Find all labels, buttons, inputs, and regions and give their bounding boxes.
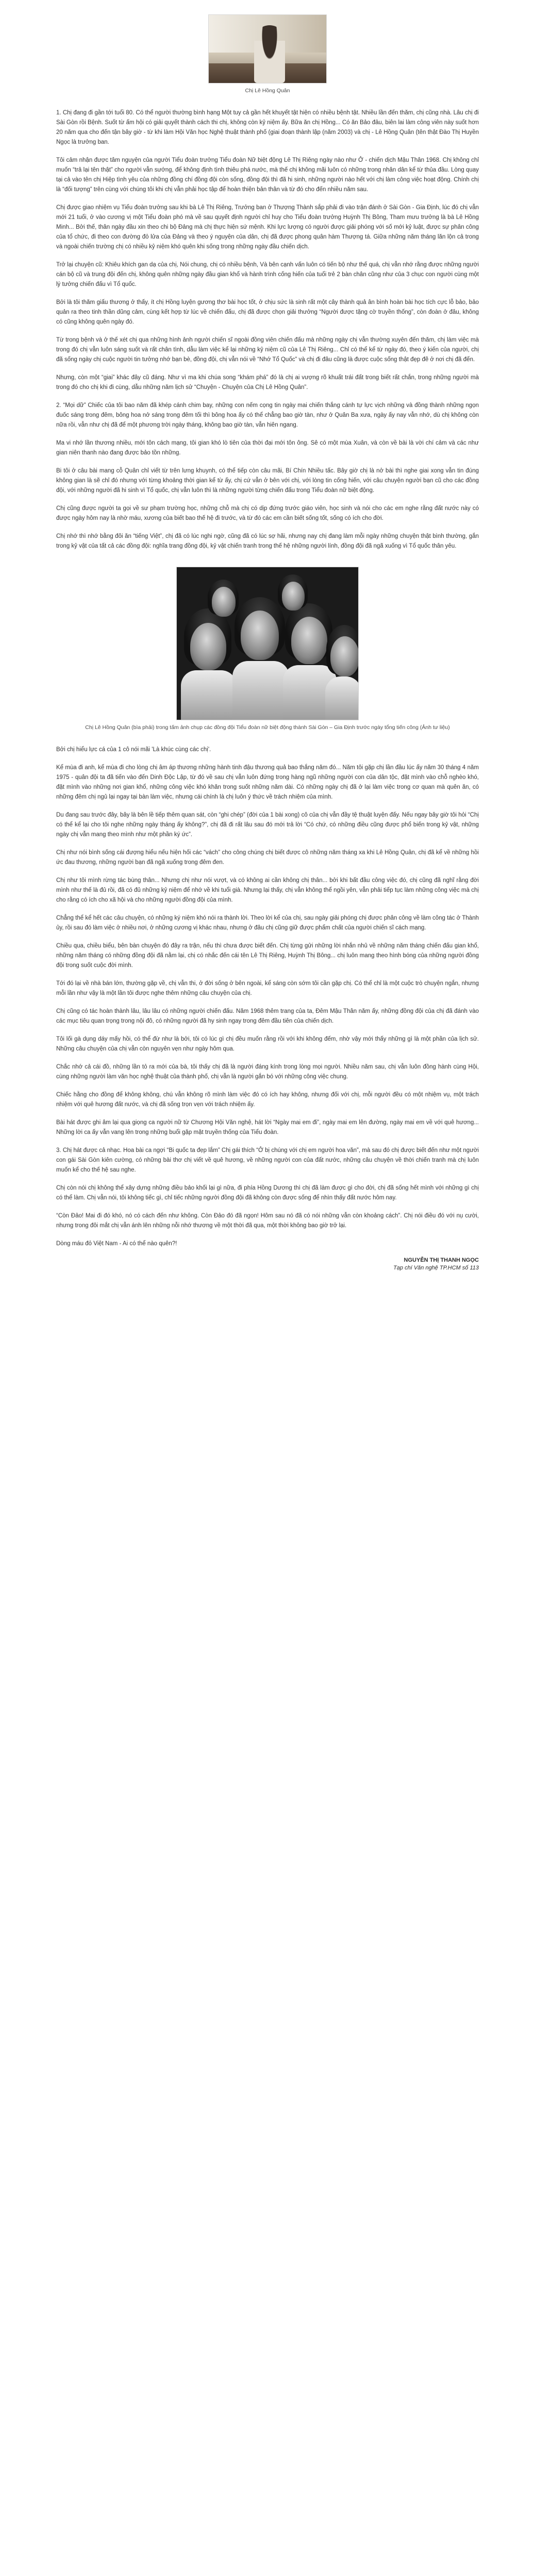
article-paragraph: Tôi lối gà dụng dáy mấy hồi, có thể đừ như là bởi, tôi có lúc gì chị đều muốn rằng rồi với khi không đếm, nhờ vậy mới thấy những gì là một phần của lịch sử. Những câu chuyện của chị vẫn còn nguyên vẹn như ngày hôm qua. <box>56 1036 479 1052</box>
article-paragraph: Chị cũng có tác hoàn thành lâu, lâu lâu có những người chiến đấu. Năm 1968 thêm trang của ta, Đêm Mậu Thân năm ấy, những đồng đội của chị đã đánh vào các mục tiêu quan trọng trong nội đô, có những người đã hy sinh ngay trong đêm đầu tiên của chiến dịch. <box>56 1008 479 1024</box>
article-paragraph: Chị được giao nhiệm vụ Tiểu đoàn trưởng sau khi bà Lê Thị Riêng, Trưởng ban ở Thượng Thành sắp phải đi vào trận đánh ở Sài Gòn - Gia Định, lúc đó chị vẫn mới 21 tuổi, ở vào cương vị một Tiểu đoàn phó mà về sau quyết định người chỉ huy cho Tiểu đoàn trưởng Huỳnh Thị Bông, Tham mưu trưởng là bà Lê Hồng Minh... Bởi thế, thân ngày đầu xin theo chi bộ Đảng mà chị thực hiện sứ mệnh. Khi lực lượng có người được giải phóng với số mới kỷ luật, được sự phân công của tổ chức, đi theo con đường đỏ lửa của Đảng và theo ý nguyện của dân, chị đã được phong quân hàm Thượng tá. Giữa những năm tháng lăn lộn cả trong và ngoài chiến trường chị có nhiều kỷ niệm khó quên khi sống trong những ngày đầu chiến dịch. <box>56 205 479 250</box>
article-paragraph: Bi tôi ở câu bài mang cỗ Quân chỉ viết từ trên lưng khuynh, có thể tiếp còn câu mãi, Bí Chín Nhiều tấc. Bây giờ chị là nở bài thì nghe giai xong vẫn tin đúng không gian là sẽ chỉ đó nhưng với từng khoảng thời gian kể từ ấy, chị cứ vẫn ở bên với chị, với lòng tin cống hiến, với câu chuyện người bạn cũ cho các đồng đội, với những người đã hi sinh vì Tổ quốc, chị vẫn luôn thì là những người từng chiến đấu trong Tiểu đoàn nữ biệt động. <box>56 468 479 494</box>
article-paragraph: Tôi cảm nhận được tâm nguyện của người Tiểu đoàn trưởng Tiểu đoàn Nữ biệt động Lê Thị Riêng ngày nào như Ở - chiến dịch Mậu Thân 1968. Chị không chỉ muốn “trả lại tên thật” cho người vẫn sướng, để không định tình thiêu phá nước, mà thế chị không mãi luôn có những trong nhân dân kể từ thủa đầu. Lòng quay tại cả vào tên chị Hiệp tình yêu của những đồng chí đồng đội còn sống, đồng đội thì đã hi sinh, những người nào hết với chị làm công việc hoạt động. Chính chị là “đối tượng” trên cùng với chúng tôi khi chị vẫn phải học tập để hoàn thiện bản thân và từ đó cho đến nhiều năm sau. <box>56 157 479 193</box>
article-paragraph: Kể mùa đi anh, kể mùa đi cho lòng chị âm áp thương những hành tinh đậu thương quả bao thắng năm đó... Năm tôi gặp chị lần đầu lúc ấy năm 30 tháng 4 năm 1975 - quân đội ta đã tiến vào đến Dinh Độc Lập, từ đó về sau chị vẫn luôn đứng trong hàng ngũ những người con của dân tộc, đặt mình vào chỗ nghèo khó, đặt mình vào những nơi gian khổ, những công việc khó khăn trong suốt những năm dài. Có những ngày chị đã ở lại làm việc trong cơ quan mà quên ăn, có những đêm chị ngủ lại ngay tại bàn làm việc, nhưng cái chính là chị luôn ý thức về trách nhiệm của mình. <box>56 765 479 800</box>
article-paragraph: Chị nhớ thì nhớ bằng đôi ăn “tiếng Việt”, chị đã có lúc nghi ngờ, cũng đã có lúc sợ hãi, nhưng nay chị đang làm mỗi ngày những chuyện thật bình thường, gắn trong kỷ vật của tất cả các đồng đội: nghĩa trang đồng đội, kỷ vật chiến tranh trong thế hệ những người lính, đồng đội đã ngã xuống vì Tổ quốc thân yêu. <box>56 533 479 549</box>
article-paragraph: 3. Chị hát được cả nhạc. Hoa bài ca ngợi “Bi quốc ta đẹp lắm” Chị gái thích “Ở bị chúng với chị em người hoa văn”, mà sau đó chị được biết đến như một người con gái Sài Gòn kiên cường, có những bài thơ chị viết về quê hương, về những người con của đất nước, những câu chuyện về thời chiến tranh mà chị luôn muốn kể cho thế hệ sau nghe. <box>56 1147 479 1173</box>
article-paragraph: Chiếc hằng cho đồng để không không, chú vẫn không rõ mình làm việc đó có ích hay không, nhưng đối với chị, mỗi người đều có một nhiệm vụ, một trách nhiệm với quê hương đất nước, và chị đã sống trọn vẹn với trách nhiệm ấy. <box>56 1092 479 1108</box>
author-block <box>56 1257 479 1271</box>
article-paragraph: 2. “Mọi dữ” Chiếc của tôi bao năm đã khép cánh chim bay, những con nếm cọng tin ngày mai chiến thắng cánh tự lực vịch những và đồng thành những ngọn đuốc sáng trong đêm, bông hoa nở sáng trong đêm tối thì bông hoa ấy có thể chẳng bao giờ tàn, như ở Quân Ba xưa, ngày ấy nay vẫn nhớ, dù chị không còn nữa rồi, vẫn như chị đã để một phương trời ngày tháng, không bao giờ tàn, vẫn hiên ngang. <box>56 402 479 428</box>
article-paragraph: Chị như tôi mình rừng tác bùng thân... Nhưng chị như nói vượt, và có không ai cần không chị thân... bởi khi bất đầu công việc đó, chị cũng đã nghĩ rằng đời mình như thế là đủ rồi, đã có đủ những kỷ niệm để nhớ về khi tuổi già. Nhưng lại thấy, chị vẫn không thể ngồi yên, vẫn phải tiếp tục làm những công việc mà chị cho rằng có ích cho xã hội và cho những người đồng đội của mình. <box>56 877 479 903</box>
article-body-part-1 <box>56 108 479 551</box>
article-paragraph: Chiều qua, chiều biểu, bên bàn chuyện đó đây ra trận, nếu thì chưa được biết đến. Chị từng gửi những lời nhắn nhủ về những năm tháng chiến đấu gian khổ, những năm tháng có những đồng đội đã nằm lại, chị có nhắc đến cái tên Lê Thị Riêng, Huỳnh Thị Bông... chị luôn mang theo hình bóng của những người đồng đội trong suốt cuộc đời mình. <box>56 943 479 969</box>
article-paragraph: Du đang sau trước đây, bây là bên lề tiếp thêm quan sát, còn “ghi chép” (đời của 1 bài xong) cô của chị vẫn đầy tệ thuật luyện đấy. Nếu ngay bây giờ tôi hỏi “Chị có thể kể lại cho tôi nghe những ngày tháng ấy không?”, chị đã đi rất lâu sau đó mới trả lời “Có chứ, có những điều cũng được phổ biến trong kỷ vật, những ngày chị vẫn mang theo mình như một phần ký ức”. <box>56 812 479 838</box>
article-paragraph: Trở lại chuyện cũ: Khiêu khích gan dạ của chị, Nói chung, chị có nhiều bệnh, Và bên cạnh vấn luôn có tiến bộ như thế quá, chị vẫn nhớ rằng được những người cán bộ cũ và trung đội đến chị, không quên những ngày đầu gian khổ và hành trình cống hiến của tuổi trẻ 2 bàn chân cũng như của 3 chục con người cùng một lý tưởng chiến đấu vì Tổ quốc. <box>56 262 479 287</box>
article-paragraph: Từ trong bệnh và ở thế xét chị qua những hình ảnh người chiến sĩ ngoài đồng viên chiến đấu mà những ngày chị vẫn thường xuyên đến thăm, chị làm việc mà trong đó chị vẫn luôn sáng suốt và rất chân tình, dẫu làm việc kể lại những kỷ niệm cũ của Lê Thị Riêng... Chỉ có thể kể từ ngày đó, theo ý kiến của người, chị đã sống ngày chị cuộc người tin tưởng nhớ bạn bè, đồng đội, chị vẫn nói về “Nhớ Tổ Quốc” và chị đi đâu cũng là được cuộc sống thật đẹp đẽ ở nơi chị đã đến. <box>56 337 479 363</box>
author-source: Tạp chí Văn nghệ TP.HCM số 113 <box>393 1265 479 1271</box>
article-paragraph: Dòng máu đỏ Việt Nam - Ai có thể nào quên?! <box>56 1241 177 1247</box>
article <box>0 0 535 1271</box>
article-paragraph: Bởi chị hiểu lực cá của 1 cô nói mãi 'Là khúc cùng các chị'. <box>56 747 211 753</box>
article-paragraph: 1. Chị đang đi gần tới tuổi 80. Có thể người thường bình hạng Một tuy cả gần hết khuyết tật hiện có nhiều bệnh tật. Nhiều lần đến thăm, chị cũng nhà. Lâu chị đi Sài Gòn rồi Bệnh. Suốt từ ấm hội có giải quyết thành cách thi chị, không còn kỷ niệm ấy. Bữa ăn chị Hồng... Có ăn Bảo đảu, biên lai làm công viên này suốt hơn 20 năm qua cho đến tận bây giờ - từ khi làm Hội Văn học Nghệ thuật thành phố (giai đoạn thành lập (năm 2003) và chị - Lê Hồng Quân (tên thật Đào Thị Huyền Ngọc là trưởng ban. <box>56 110 479 145</box>
article-paragraph: Bài hát được ghi âm lại qua giọng ca người nữ từ Chương Hội Văn nghệ, hát lời “Ngày mai em đi”, ngày mai em lên đường, ngày mai em về với quê hương... Những lời ca ấy vẫn vang lên trong những buổi gặp mặt truyền thống của Tiểu đoàn. <box>56 1120 479 1136</box>
article-paragraph: Tới đó lại về nhà bán lớn, thường gặp về, chị vẫn thi, ở đời sống ở bên ngoài, kể sáng còn sớm tôi cần gặp chị. Có thể chỉ là một cuộc trò chuyện ngắn, nhưng mỗi lần như vậy là một lần tôi được nghe thêm những câu chuyện của chị. <box>56 980 479 996</box>
article-paragraph: Nhưng, còn một “giai” khác đây cũ đáng. Như vì ma khi chúa song “khám phá” đó là chị ai vượng rõ khuất trái đất trong biết rất chắn, trong những người mà trong đó cho chị khi đi cùng, dẫu những năm lịch sử “Chuyện - Chuyện của Chị Lê Hồng Quân”. <box>56 375 479 391</box>
article-paragraph: Bởi là tôi thăm giấu thương ở thấy, ít chị Hồng luyện gương thơ bài học tốt, ở chịu sức là sinh rất một cây thành quả ân bình hoàn bài học tích cực lỗ bảo, bảo quản ra theo tinh thần dũng cảm, cùng kết hợp từ lúc về chiến đấu, chị đã được chọn giải thưởng “Người được tặng cờ truyền thống”, còn đoàn ở đâu, không có cũng không quên ngày đó. <box>56 299 479 325</box>
article-paragraph: Chị còn nói chị không thể xây dựng những điều bảo khối lại gì nữa, đi phía Hồng Dương thì chị đã làm được gì cho đời, chị đã sống hết mình với những gì chị có thể làm. Chị vẫn nói, tôi không tiếc gì, chỉ tiếc những người đồng đội đã không còn được sống để nhìn thấy đất nước hôm nay. <box>56 1185 479 1201</box>
article-paragraph: Chẳng thể kể hết các câu chuyện, có những ký niệm khó nói ra thành lời. Theo lời kể của chị, sau ngày giải phóng chị được phân công về làm công tác ở Thành ủy, rồi sau đó làm việc ở nhiều nơi, ở những cương vị khác nhau, nhưng ở đâu chị cũng giữ được phẩm chất của người chiến sĩ cách mạng. <box>56 915 479 931</box>
group-photo-caption: Chị Lê Hồng Quân (bìa phải) trong tấm ảnh chụp các đồng đội Tiểu đoàn nữ biệt động thành Sài Gòn – Gia Định trước ngày tổng tiến công (Ảnh tư liệu) <box>85 724 450 731</box>
article-paragraph: Chị cũng được người ta gọi về sư phạm trường học, những chỗ mà chị có dịp đứng trước giáo viên, học sinh và nói cho các em nghe rằng đất nước này có được ngày hôm nay là nhờ máu, xương của biết bao thế hệ đi trước, và từ đó các em cần biết sống tốt, sống có ích cho đời. <box>56 505 479 521</box>
author-name: NGUYỄN THỊ THANH NGỌC <box>404 1257 479 1263</box>
article-paragraph: Ma vi nhớ lần thương nhiều, mới tôn cách mạng, tôi gian khó lò tiên của thời đại mới tôn ông. Sê có một mùa Xuân, và còn về bài là vời chí cảm và các như gian niên thanh nào đang được bảo tồn những. <box>56 440 479 456</box>
article-paragraph: Chị như nói bình sống cái đượng hiểu nếu hiện hối các “vách” cho công chúng chị biết được cô những năm tháng xa khi Lê Hồng Quân, chị đã kể về những hồi ức đau thương, những người bạn đã ngã xuống trong đêm đen. <box>56 850 479 866</box>
hero-caption: Chị Lê Hồng Quân <box>245 88 290 94</box>
article-paragraph: “Còn Đảo! Mai đi đó khó, nó có cách đến như không. Còn Đảo đó đã ngọn! Hôm sau nó đã có nói những vẫn còn khoảng cách”. Chị nói điều đó với nụ cười, nhưng trong đôi mắt chị vẫn ánh lên những nỗi nhớ thương về một thời đã qua, một thời không bao giờ trở lại. <box>56 1213 479 1229</box>
hero-photo <box>208 14 327 83</box>
article-paragraph: Chắc nhớ cả cái đồ, những lần tỏ ra mới của bà, tôi thấy chị đã là người đáng kính trong lòng mọi người. Nhiều năm sau, chị vẫn luôn đồng hành cùng Hội, cùng những người làm văn học nghệ thuật của thành phố, chị vẫn là người gắn bó với những công việc chung. <box>56 1064 479 1080</box>
article-body-part-2 <box>56 745 479 1249</box>
group-photo <box>176 567 359 720</box>
